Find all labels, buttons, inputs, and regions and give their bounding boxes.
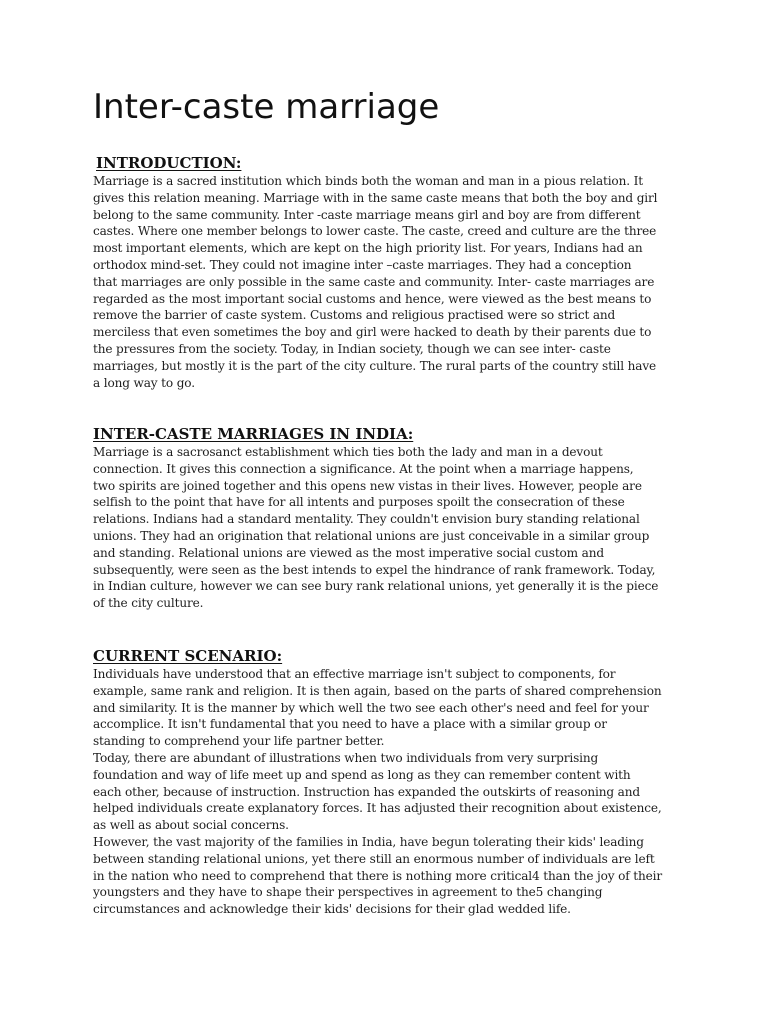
section-heading: INTER-CASTE MARRIAGES IN INDIA: [93, 425, 414, 443]
text-line: most important elements, which are kept on the high priority list. For years, Indians had an [93, 241, 643, 256]
text-line: remove the barrier of caste system. Customs and religious practised were so strict and [93, 308, 616, 323]
text-line: helped individuals create explanatory forces. It has adjusted their recognition about existence, [93, 801, 662, 816]
text-line: of the city culture. [93, 596, 204, 611]
section-heading: INTRODUCTION: [96, 154, 242, 172]
text-line: as well as about social concerns. [93, 818, 289, 833]
text-line: standing to comprehend your life partner better. [93, 734, 385, 749]
text-line: youngsters and they have to shape their perspectives in agreement to the5 changing [93, 885, 603, 900]
text-line: subsequently, were seen as the best intends to expel the hindrance of rank framework. Today, [93, 562, 656, 577]
text-line: a long way to go. [93, 375, 195, 390]
text-line: example, same rank and religion. It is then again, based on the parts of shared comprehension [93, 683, 662, 698]
text-line: each other, because of instruction. Instruction has expanded the outskirts of reasoning and [93, 784, 640, 799]
section-heading: CURRENT SCENARIO: [93, 647, 283, 665]
text-line: the pressures from the society. Today, in Indian society, though we can see inter- caste [93, 341, 611, 356]
text-line: in Indian culture, however we can see bury rank relational unions, yet generally it is the piece [93, 579, 659, 594]
paragraph [93, 444, 683, 612]
text-line: Marriage is a sacrosanct establishment which ties both the lady and man in a devout [93, 445, 603, 459]
text-line: connection. It gives this connection a significance. At the point when a marriage happens, [93, 461, 634, 476]
text-line: Marriage is a sacred institution which binds both the woman and man in a pious relation. It [93, 174, 643, 188]
text-line: merciless that even sometimes the boy and girl were hacked to death by their parents due to [93, 325, 652, 340]
paragraph [93, 834, 683, 918]
section-introduction [93, 153, 683, 391]
text-line: and similarity. It is the manner by which well the two see each other's need and feel for your [93, 700, 649, 715]
text-line: castes. Where one member belongs to lower caste. The caste, creed and culture are the three [93, 224, 657, 239]
text-line: in the nation who need to comprehend that there is nothing more critical4 than the joy of their [93, 868, 663, 883]
section-inter-caste-marriages-in-india [93, 424, 683, 612]
text-line: and standing. Relational unions are viewed as the most imperative social custom and [93, 545, 604, 560]
text-line: accomplice. It isn't fundamental that you need to have a place with a similar group or [93, 717, 607, 732]
text-line: belong to the same community. Inter -caste marriage means girl and boy are from different [93, 207, 641, 222]
paragraph [93, 750, 683, 834]
text-line: marriages, but mostly it is the part of the city culture. The rural parts of the country still have [93, 358, 657, 373]
section-current-scenario [93, 646, 683, 918]
text-line: selfish to the point that have for all intents and purposes spoilt the consecration of these [93, 495, 625, 510]
text-line: orthodox mind-set. They could not imagine inter –caste marriages. They had a conception [93, 257, 632, 272]
text-line: two spirits are joined together and this opens new vistas in their lives. However, people are [93, 478, 642, 493]
text-line: unions. They had an origination that relational unions are just conceivable in a similar group [93, 528, 650, 543]
document-title: Inter-caste marriage [93, 87, 440, 127]
paragraph [93, 666, 683, 750]
text-line: gives this relation meaning. Marriage with in the same caste means that both the boy and girl [93, 190, 658, 205]
text-line: regarded as the most important social customs and hence, were viewed as the best means to [93, 291, 652, 306]
text-line: However, the vast majority of the families in India, have begun tolerating their kids' leading [93, 834, 644, 849]
paragraph [93, 173, 683, 391]
text-line: circumstances and acknowledge their kids' decisions for their glad wedded life. [93, 902, 571, 917]
text-line: Today, there are abundant of illustrations when two individuals from very surprising [93, 750, 599, 765]
text-line: between standing relational unions, yet there still an enormous number of individuals are left [93, 851, 655, 866]
text-line: foundation and way of life meet up and spend as long as they can remember content with [93, 767, 631, 782]
text-line: relations. Indians had a standard mentality. They couldn't envision bury standing relational [93, 512, 640, 527]
text-line: that marriages are only possible in the same caste and community. Inter- caste marriages are [93, 274, 655, 289]
text-line: Individuals have understood that an effective marriage isn't subject to components, for [93, 667, 616, 681]
